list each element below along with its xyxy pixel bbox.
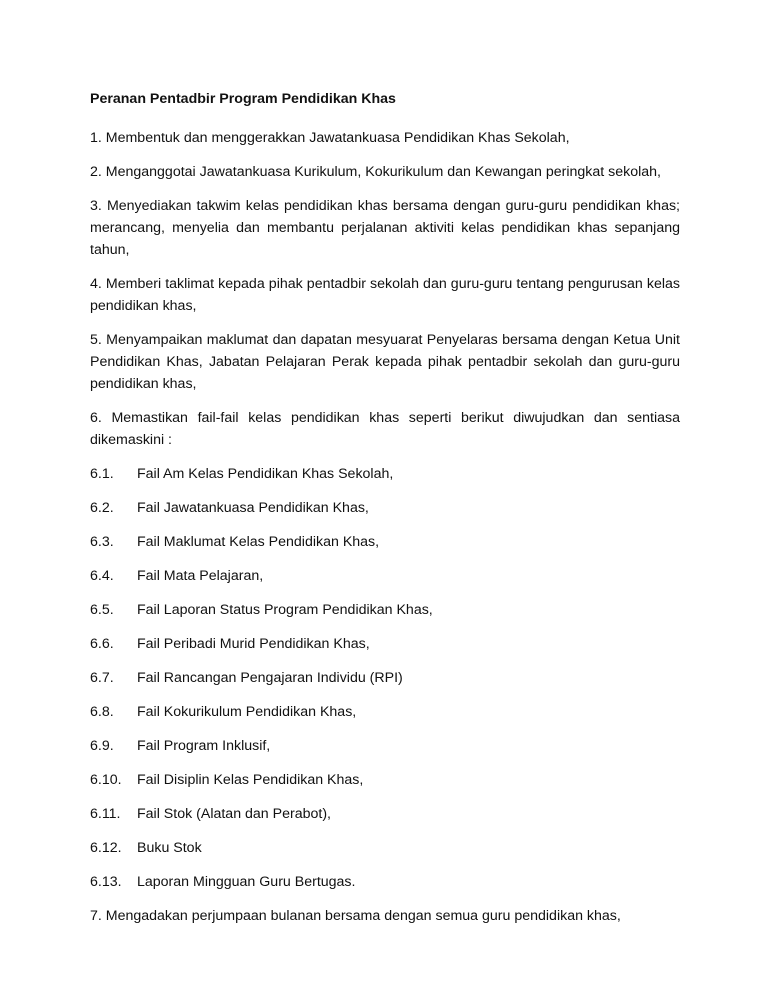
sub-item-number: 6.4. <box>90 568 114 584</box>
sub-item-6-2 <box>90 497 680 519</box>
sub-item-number: 6.1. <box>90 466 114 482</box>
sub-item-text: Fail Jawatankuasa Pendidikan Khas, <box>137 500 369 516</box>
sub-item-number: 6.8. <box>90 704 114 720</box>
sub-item-number: 6.12. <box>90 840 122 856</box>
sub-item-6-8 <box>90 701 680 723</box>
sub-item-6-6 <box>90 633 680 655</box>
sub-item-6-9 <box>90 735 680 757</box>
document-title: Peranan Pentadbir Program Pendidikan Khas <box>90 91 396 107</box>
sub-item-text: Fail Peribadi Murid Pendidikan Khas, <box>137 636 370 652</box>
sub-item-6-5 <box>90 599 680 621</box>
document-page <box>90 88 680 939</box>
sub-item-6-11 <box>90 803 680 825</box>
paragraph-7: 7. Mengadakan perjumpaan bulanan bersama dengan semua guru pendidikan khas, <box>90 908 621 924</box>
sub-item-text: Fail Kokurikulum Pendidikan Khas, <box>137 704 357 720</box>
sub-item-6-10 <box>90 769 680 791</box>
paragraph-2: 2. Menganggotai Jawatankuasa Kurikulum, Kokurikulum dan Kewangan peringkat sekolah, <box>90 164 661 180</box>
sub-item-text: Fail Mata Pelajaran, <box>137 568 264 584</box>
sub-item-number: 6.3. <box>90 534 114 550</box>
sub-item-6-4 <box>90 565 680 587</box>
paragraph-3: 3. Menyediakan takwim kelas pendidikan khas bersama dengan guru-guru pendidikan khas; merancang, menyelia dan membantu perjalanan aktiviti kelas pendidikan khas sepanjang tahun, <box>90 198 680 258</box>
sub-item-number: 6.7. <box>90 670 114 686</box>
sub-item-number: 6.11. <box>90 806 121 822</box>
sub-item-text: Fail Am Kelas Pendidikan Khas Sekolah, <box>137 466 394 482</box>
paragraph-4: 4. Memberi taklimat kepada pihak pentadbir sekolah dan guru-guru tentang pengurusan kelas pendidikan khas, <box>90 276 680 314</box>
sub-item-number: 6.6. <box>90 636 114 652</box>
sub-item-text: Buku Stok <box>137 840 202 856</box>
sub-item-number: 6.9. <box>90 738 114 754</box>
sub-item-6-1 <box>90 463 680 485</box>
sub-item-number: 6.2. <box>90 500 114 516</box>
sub-item-text: Fail Program Inklusif, <box>137 738 271 754</box>
sub-item-text: Fail Disiplin Kelas Pendidikan Khas, <box>137 772 364 788</box>
paragraph-5: 5. Menyampaikan maklumat dan dapatan mesyuarat Penyelaras bersama dengan Ketua Unit Pendidikan Khas, Jabatan Pelajaran Perak kepada pihak pentadbir sekolah dan guru-guru pendidikan khas, <box>90 332 680 392</box>
paragraph-6: 6. Memastikan fail-fail kelas pendidikan khas seperti berikut diwujudkan dan sentiasa dikemaskini : <box>90 410 680 448</box>
sub-item-6-3 <box>90 531 680 553</box>
sub-item-text: Laporan Mingguan Guru Bertugas. <box>137 874 356 890</box>
paragraph-1: 1. Membentuk dan menggerakkan Jawatankuasa Pendidikan Khas Sekolah, <box>90 130 570 146</box>
sub-item-number: 6.13. <box>90 874 122 890</box>
sub-item-6-7 <box>90 667 680 689</box>
sub-item-6-13 <box>90 871 680 893</box>
sub-item-text: Fail Rancangan Pengajaran Individu (RPI) <box>137 670 403 686</box>
sub-item-text: Fail Laporan Status Program Pendidikan Khas, <box>137 602 433 618</box>
sub-item-number: 6.5. <box>90 602 114 618</box>
sub-item-text: Fail Stok (Alatan dan Perabot), <box>137 806 331 822</box>
sub-item-6-12 <box>90 837 680 859</box>
sub-item-number: 6.10. <box>90 772 122 788</box>
sub-item-text: Fail Maklumat Kelas Pendidikan Khas, <box>137 534 380 550</box>
